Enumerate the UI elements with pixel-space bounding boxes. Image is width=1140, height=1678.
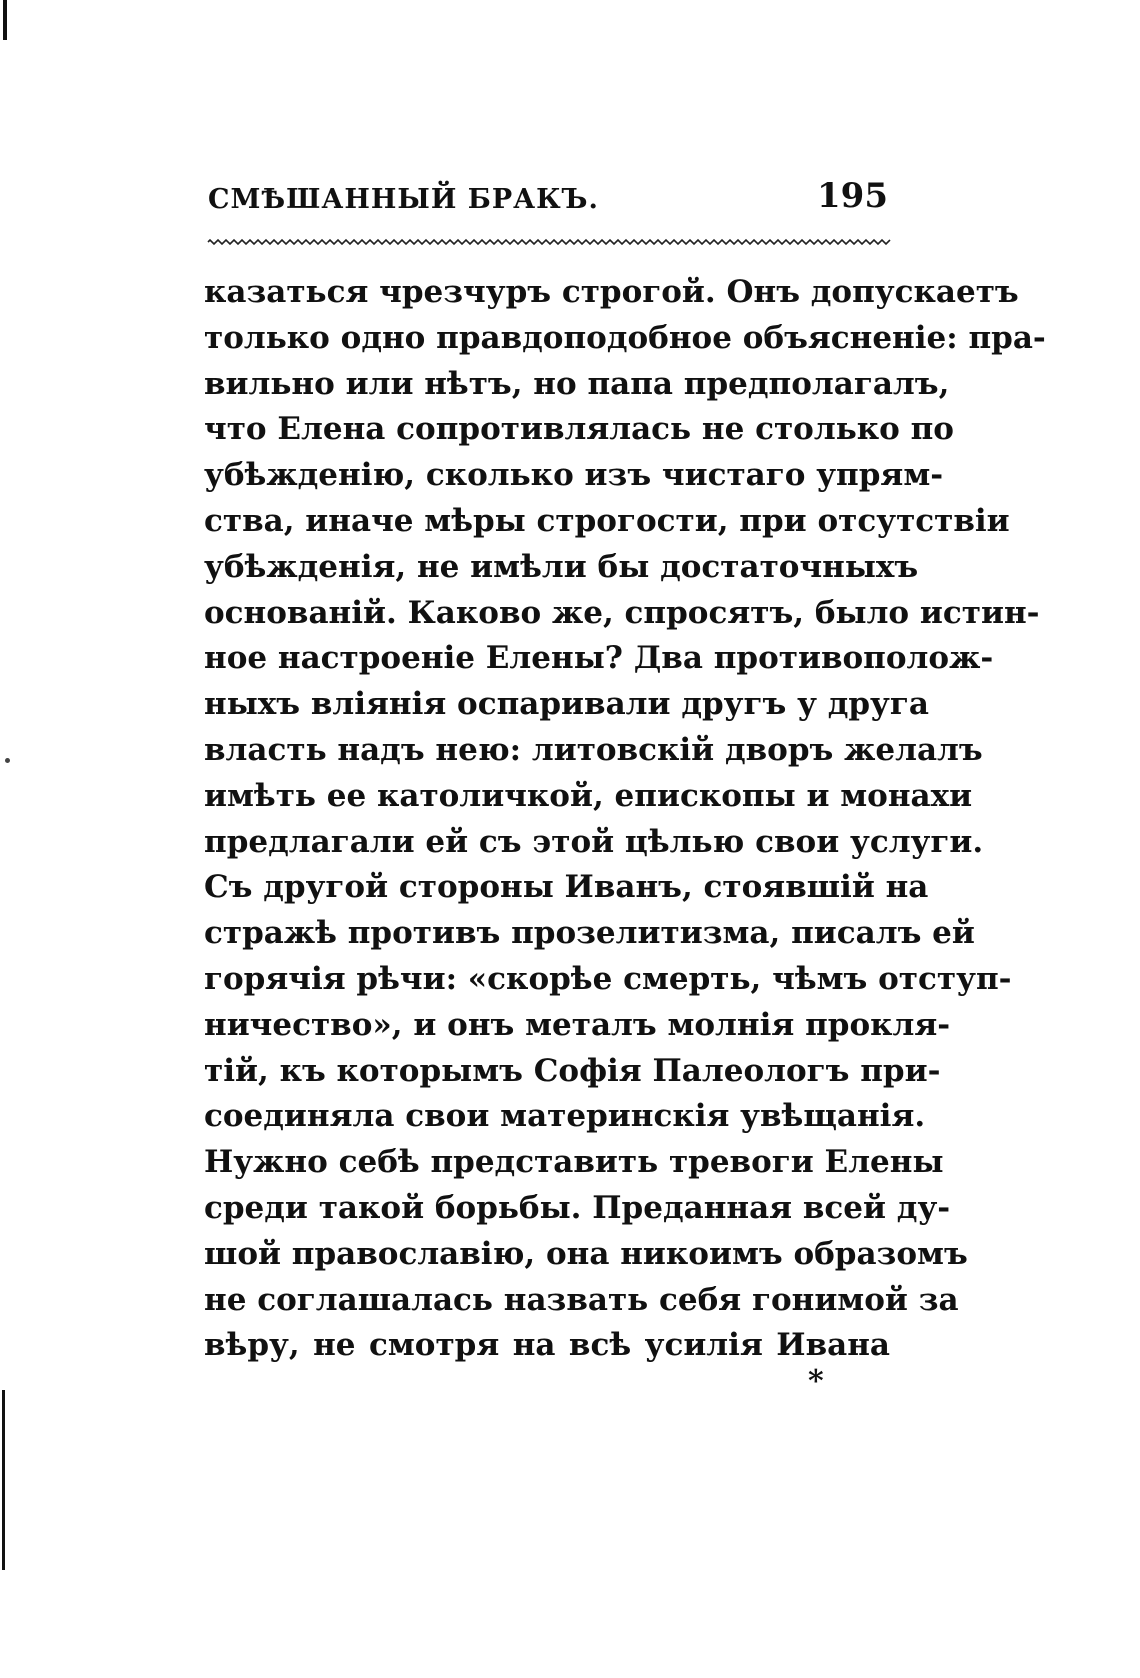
text-line: предлагали ей съ этой цѣлью свои услуги. (204, 823, 984, 860)
text-line: шой православію, она никоимъ образомъ (204, 1235, 968, 1272)
text-line: Съ другой стороны Иванъ, стоявшій на (204, 869, 929, 906)
text-line: убѣжденію, сколько изъ чистаго упрям- (204, 457, 944, 494)
page-header (208, 176, 888, 226)
text-line: горячія рѣчи: «скорѣе смерть, чѣмъ отступ- (204, 960, 1012, 997)
text-line: среди такой борьбы. Преданная всей ду- (204, 1189, 951, 1226)
scan-edge-mark-bottom (2, 1390, 5, 1570)
text-line: стражѣ противъ прозелитизма, писалъ ей (204, 915, 975, 952)
text-line: ное настроеніе Елены? Два противополож- (204, 640, 994, 677)
text-line: основаній. Каково же, спросятъ, было истин- (204, 594, 1040, 631)
scan-edge-mark-top (3, 0, 7, 40)
text-line: вѣру, не смотря на всѣ усилія Ивана (204, 1327, 890, 1364)
running-title: СМѢШАННЫЙ БРАКЪ. (208, 184, 599, 215)
text-line: тій, къ которымъ Софія Палеологъ при- (204, 1052, 941, 1089)
text-line: имѣть ее католичкой, епископы и монахи (204, 777, 973, 814)
text-line: что Елена сопротивлялась не столько по (204, 411, 954, 448)
text-line: ничество», и онъ металъ молнія прокля- (204, 1006, 951, 1043)
text-line: Нужно себѣ представить тревоги Елены (204, 1144, 944, 1181)
text-line: власть надъ нею: литовскій дворъ желалъ (204, 731, 983, 768)
text-line: не соглашалась назвать себя гонимой за (204, 1281, 959, 1318)
body-text (204, 270, 1046, 1369)
text-line: вильно или нѣтъ, но папа предполагалъ, (204, 365, 950, 402)
text-line: убѣжденія, не имѣли бы достаточныхъ (204, 548, 919, 585)
text-line: ства, иначе мѣры строгости, при отсутствіи (204, 502, 1010, 539)
signature-mark: * (808, 1364, 824, 1399)
text-line: казаться чрезчуръ строгой. Онъ допускаетъ (204, 274, 1019, 310)
text-line: ныхъ вліянія оспаривали другъ у друга (204, 686, 929, 723)
text-line: соединяла свои материнскія увѣщанія. (204, 1098, 926, 1135)
page-number: 195 (817, 176, 888, 216)
dust-speck (5, 758, 10, 763)
text-line: только одно правдоподобное объясненіе: пра- (204, 319, 1046, 356)
header-wavy-rule (208, 238, 888, 246)
